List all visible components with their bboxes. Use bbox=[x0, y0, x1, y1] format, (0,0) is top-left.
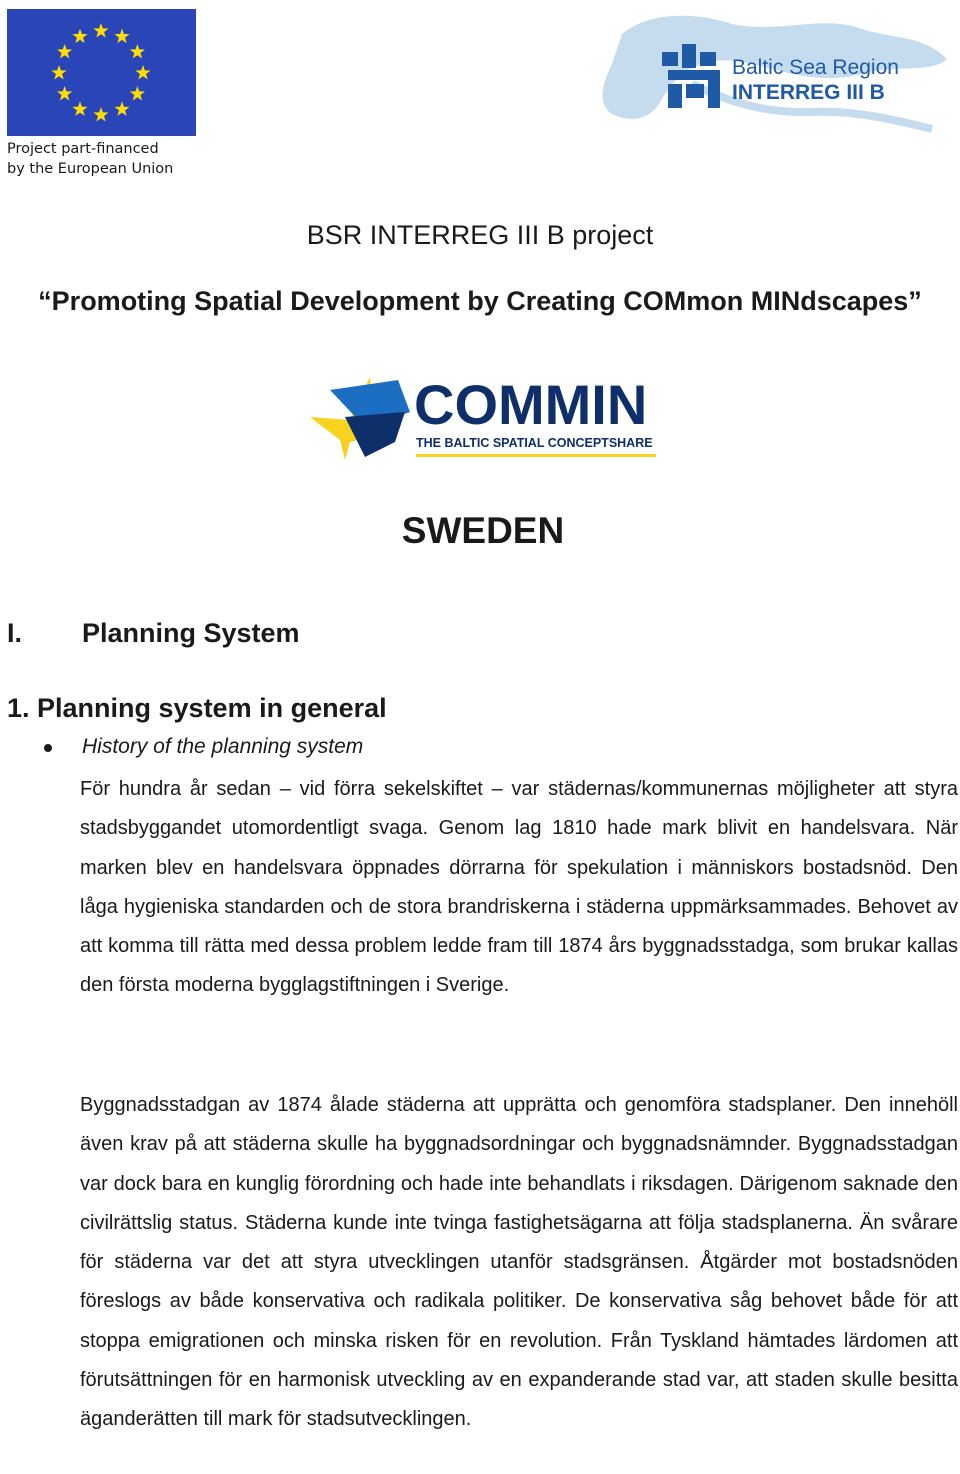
eu-caption-line-2: by the European Union bbox=[7, 161, 174, 177]
bullet-item: History of the planning system bbox=[82, 735, 364, 758]
country-heading: SWEDEN bbox=[401, 510, 565, 551]
commin-logo-name: COMMIN bbox=[414, 373, 648, 436]
baltic-sea-region-logo bbox=[592, 4, 952, 144]
commin-logo-tagline: THE BALTIC SPATIAL CONCEPTSHARE bbox=[416, 436, 653, 450]
commin-star-icon bbox=[310, 377, 410, 460]
project-title: “Promoting Spatial Development by Creating COMmon MINdscapes” bbox=[38, 286, 922, 316]
body-paragraph-2: Byggnadsstadgan av 1874 ålade städerna att upprätta och genomföra stadsplaner. Den innehöll även krav på att städerna skulle ha byggnadsordningar och byggnadsnämnder. Byggnadsstadgan var dock bara en kunglig förordning och hade inte behandlats i riksdagen. Därigenom saknade den civilrättslig status. Städerna kunde inte tvinga fastighetsägarna att följa stadsplanerna. Än svårare för städerna var det att styra utvecklingen utanför stadsgränsen. Åtgärder mot bostadsnöden föreslogs av både konservativa och radikala politiker. De konservativa såg behovet både för att stoppa emigrationen och minska risken för en revolution. Från Tyskland hämtades lärdomen att förutsättningen för en harmonisk utveckling av en expanderande stad var, att staden skulle besitta äganderätten till mark för stadsutvecklingen. bbox=[80, 1094, 958, 1431]
eu-caption bbox=[7, 139, 173, 179]
subsection-title: 1. Planning system in general bbox=[7, 693, 387, 723]
project-line: BSR INTERREG III B project bbox=[306, 220, 654, 250]
baltic-logo-line-1: Baltic Sea Region bbox=[732, 56, 899, 79]
body-paragraph-1: För hundra år sedan – vid förra sekelskiftet – var städernas/kommunernas möjligheter att styra stadsbyggandet utomordentligt svaga. Genom lag 1810 hade mark blivit en handelsvara. När marken blev en handelsvara öppnades dörrarna för spekulation i människors bostadsnöd. Den låga hygieniska standarden och de stora brandriskerna i städerna uppmärksammades. Behovet av att komma till rätta med dessa problem ledde fram till 1874 års byggnadsstadga, som brukar kallas den första moderna bygglagstiftningen i Sverige. bbox=[80, 778, 958, 997]
eu-caption-line-1: Project part-financed bbox=[7, 141, 159, 157]
baltic-logo-line-2: INTERREG III B bbox=[732, 81, 885, 104]
bullet-icon bbox=[44, 744, 52, 752]
section-title: Planning System bbox=[82, 618, 300, 648]
section-number: I. bbox=[7, 618, 23, 648]
commin-logo bbox=[310, 372, 660, 464]
eu-flag-logo bbox=[7, 9, 196, 136]
